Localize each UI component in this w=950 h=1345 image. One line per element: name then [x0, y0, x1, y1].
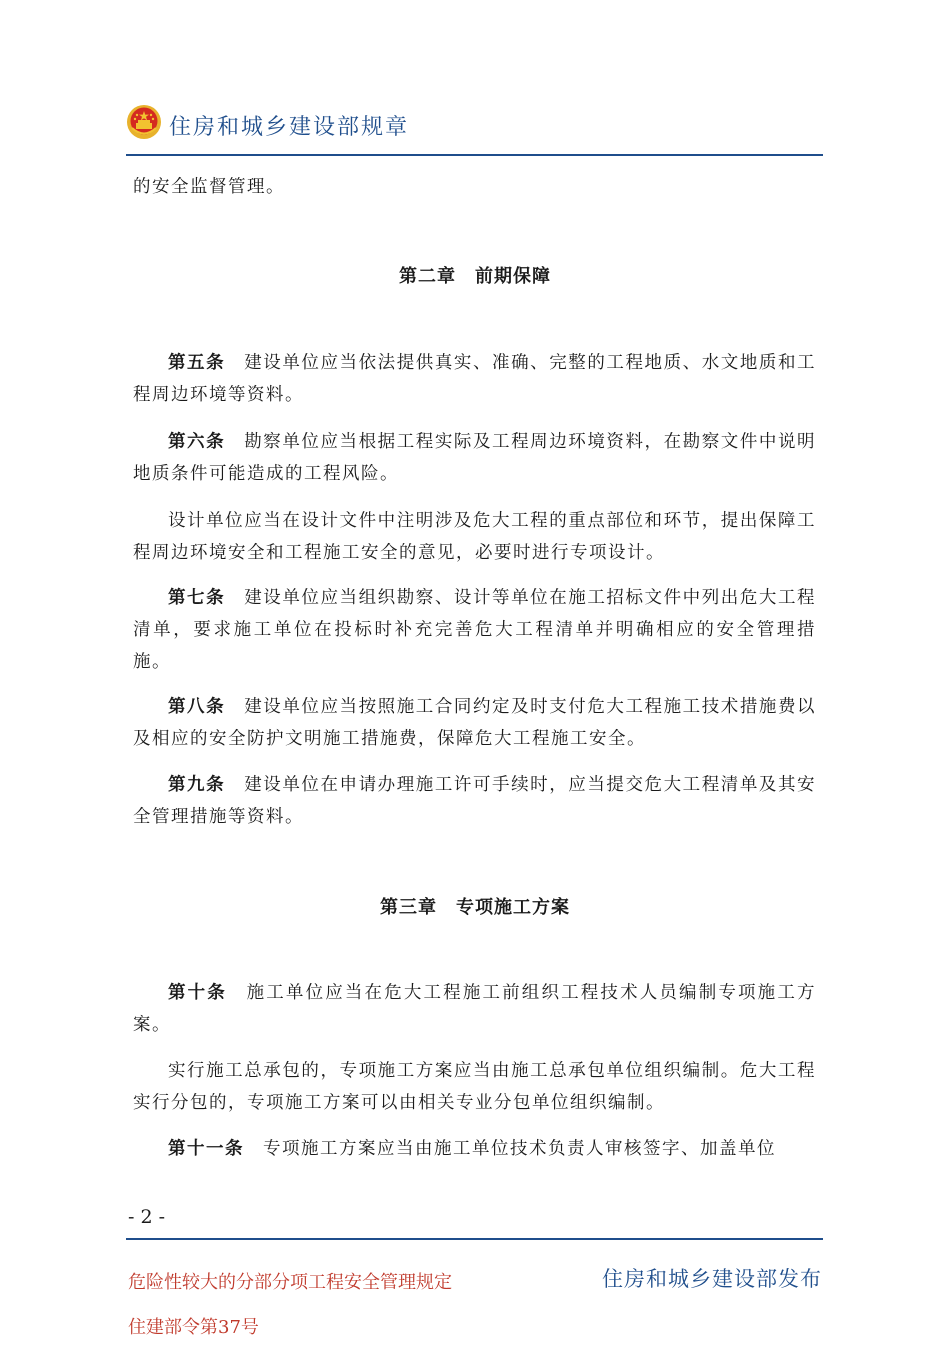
- article-number: 第九条: [168, 775, 226, 795]
- body-paragraph: 设计单位应当在设计文件中注明涉及危大工程的重点部位和环节，提出保障工程周边环境安全和工程施工安全的意见，必要时进行专项设计。: [133, 511, 816, 563]
- article-number: 第八条: [168, 697, 226, 717]
- body-paragraph: 实行施工总承包的，专项施工方案应当由施工总承包单位组织编制。危大工程实行分包的，专项施工方案可以由相关专业分包单位组织编制。: [133, 1061, 816, 1113]
- article-number: 第七条: [168, 588, 226, 608]
- header-title: 住房和城乡建设部规章: [169, 115, 410, 140]
- article-number: 第十一条: [168, 1139, 244, 1159]
- chapter-heading: 第二章 前期保障: [399, 266, 551, 287]
- article-paragraph: 第十一条 专项施工方案应当由施工单位技术负责人审核签字、加盖单位: [168, 1139, 776, 1159]
- paragraph-continuation: 的安全监督管理。: [133, 177, 285, 197]
- article-paragraph: 第十条 施工单位应当在危大工程施工前组织工程技术人员编制专项施工方案。: [133, 983, 816, 1035]
- chapter-heading: 第三章 专项施工方案: [380, 897, 570, 918]
- national-emblem-icon: [126, 104, 162, 140]
- header-divider: [126, 154, 823, 156]
- article-paragraph: 第六条 勘察单位应当根据工程实际及工程周边环境资料，在勘察文件中说明地质条件可能造成的工程风险。: [133, 432, 817, 484]
- article-number: 第五条: [168, 353, 226, 373]
- footer-document-title[interactable]: 危险性较大的分部分项工程安全管理规定: [128, 1272, 452, 1293]
- page-number: - 2 -: [128, 1206, 166, 1228]
- article-paragraph: 第七条 建设单位应当组织勘察、设计等单位在施工招标文件中列出危大工程清单，要求施工单位在投标时补充完善危大工程清单并明确相应的安全管理措施。: [133, 588, 817, 672]
- footer-publisher: 住房和城乡建设部发布: [602, 1267, 822, 1291]
- page-header: [126, 104, 823, 158]
- article-paragraph: 第五条 建设单位应当依法提供真实、准确、完整的工程地质、水文地质和工程周边环境等资料。: [133, 353, 817, 405]
- article-paragraph: 第八条 建设单位应当按照施工合同约定及时支付危大工程施工技术措施费以及相应的安全防护文明施工措施费，保障危大工程施工安全。: [133, 697, 817, 749]
- article-number: 第十条: [168, 983, 227, 1003]
- article-paragraph: 第九条 建设单位在申请办理施工许可手续时，应当提交危大工程清单及其安全管理措施等资料。: [133, 775, 817, 827]
- article-number: 第六条: [168, 432, 226, 452]
- footer-divider: [126, 1238, 823, 1240]
- footer-order-number: 住建部令第37号: [128, 1317, 259, 1338]
